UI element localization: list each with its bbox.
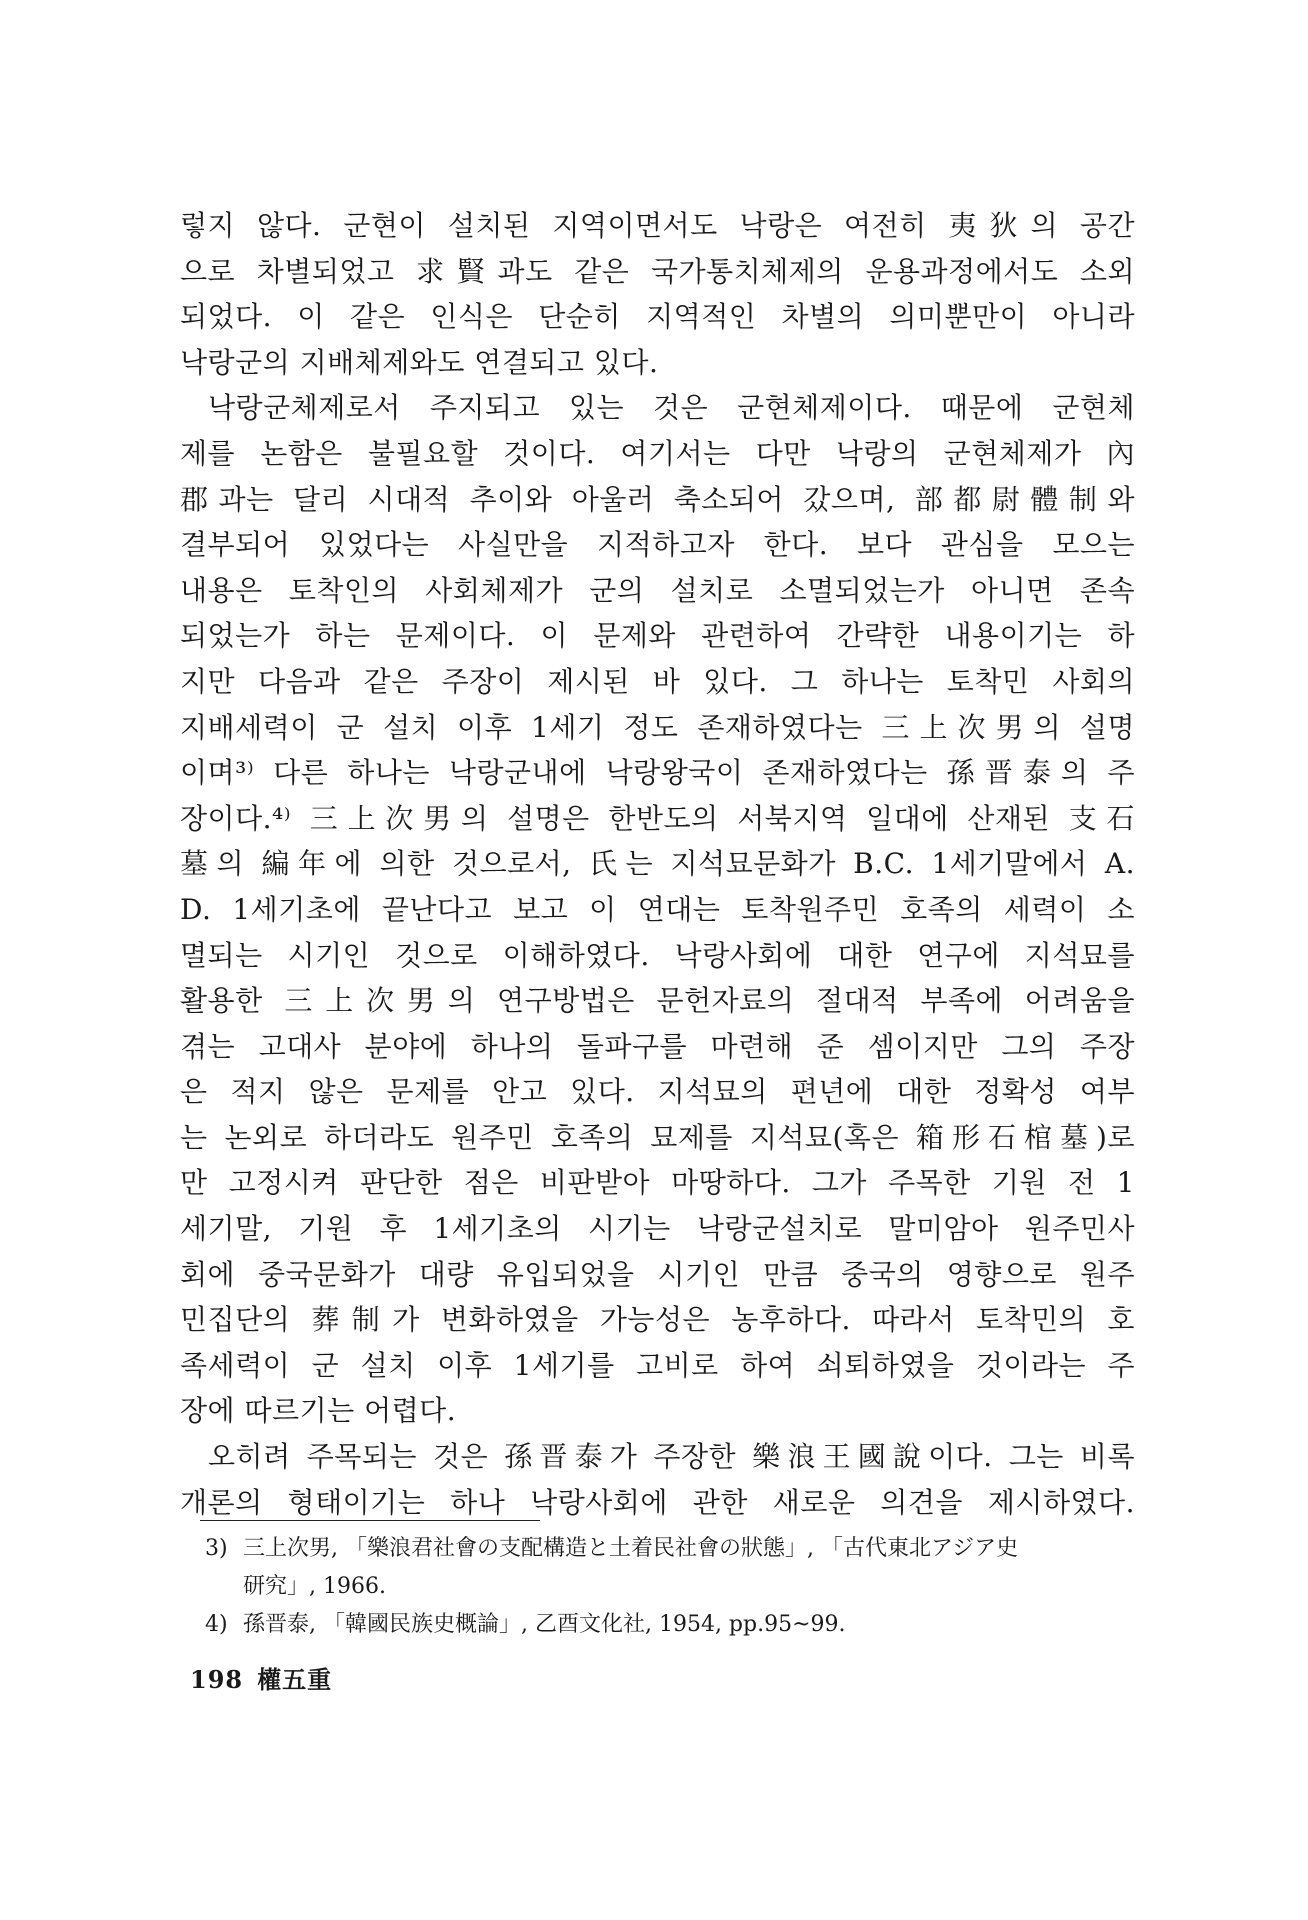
text-line: 낙랑군의 지배체제와도 연결되고 있다. (180, 345, 659, 379)
text-line: 겪는 고대사 분야에 하나의 돌파구를 마련해 준 셈이지만 그의 주장 (180, 1029, 1135, 1063)
text-line: 되었다. 이 같은 인식은 단순히 지역적인 차별의 의미뿐만이 아니라 (180, 300, 1135, 334)
footnote (205, 1530, 1140, 1568)
footnote-number: 3) (205, 1536, 228, 1561)
text-line: 은 적지 않은 문제를 안고 있다. 지석묘의 편년에 대한 정확성 여부 (180, 1075, 1135, 1109)
text-line: D. 1세기초에 끝난다고 보고 이 연대는 토착원주민 호족의 세력이 소 (180, 892, 1135, 926)
text-line: 墓의 編年에 의한 것으로서, 氏는 지석묘문화가 B.C. 1세기말에서 A. (180, 847, 1135, 881)
page-folio (190, 1660, 346, 1695)
running-author: 權五重 (257, 1665, 333, 1694)
footnote-text: 三上次男, 「樂浪君社會の支配構造と土着民社會の狀態」, 「古代東北アジア史 (243, 1536, 1019, 1561)
text-line: 멸되는 시기인 것으로 이해하였다. 낙랑사회에 대한 연구에 지석묘를 (180, 938, 1135, 972)
text-line: 세기말, 기원 후 1세기초의 시기는 낙랑군설치로 말미암아 원주민사 (180, 1212, 1135, 1246)
text-line: 낙랑군체제로서 주지되고 있는 것은 군현체제이다. 때문에 군현체 (208, 391, 1135, 425)
footnote (205, 1606, 1140, 1644)
footnote-number: 4) (205, 1612, 228, 1637)
text-line: 되었는가 하는 문제이다. 이 문제와 관련하여 간략한 내용이기는 하 (180, 619, 1135, 653)
text-line: 활용한 三上次男의 연구방법은 문헌자료의 절대적 부족에 어려움을 (180, 984, 1135, 1018)
text-line: 민집단의 葬制가 변화하였을 가능성은 농후하다. 따라서 토착민의 호 (180, 1303, 1135, 1337)
text-line: 족세력이 군 설치 이후 1세기를 고비로 하여 쇠퇴하였을 것이라는 주 (180, 1348, 1135, 1382)
text-line: 郡과는 달리 시대적 추이와 아울러 축소되어 갔으며, 部都尉體制와 (180, 482, 1135, 516)
text-line: 렇지 않다. 군현이 설치된 지역이면서도 낙랑은 여전히 夷狄의 공간 (180, 209, 1135, 242)
text-line: 내용은 토착인의 사회체제가 군의 설치로 소멸되었는가 아니면 존속 (180, 573, 1135, 607)
text-line: 제를 논함은 불필요할 것이다. 여기서는 다만 낙랑의 군현체제가 內 (180, 436, 1135, 470)
text-line: 장에 따르기는 어렵다. (180, 1394, 457, 1428)
page-number: 198 (190, 1665, 244, 1694)
footnote-text: 孫晋泰, 「韓國民族史概論」, 乙酉文化社, 1954, pp.95~99. (243, 1612, 846, 1637)
text-line: 으로 차별되었고 求賢과도 같은 국가통치체제의 운용과정에서도 소외 (180, 254, 1135, 288)
footnotes (205, 1530, 1140, 1644)
text-line: 지만 다음과 같은 주장이 제시된 바 있다. 그 하나는 토착민 사회의 (180, 664, 1135, 698)
text-line: 장이다.⁴⁾ 三上次男의 설명은 한반도의 서북지역 일대에 산재된 支石 (180, 801, 1135, 835)
text-line: 개론의 형태이기는 하나 낙랑사회에 관한 새로운 의견을 제시하였다. (180, 1485, 1135, 1519)
text-line: 만 고정시켜 판단한 점은 비판받아 마땅하다. 그가 주목한 기원 전 1 (180, 1166, 1135, 1200)
text-line: 회에 중국문화가 대량 유입되었을 시기인 만큼 중국의 영향으로 원주 (180, 1257, 1135, 1291)
text-line: 결부되어 있었다는 사실만을 지적하고자 한다. 보다 관심을 모으는 (180, 528, 1135, 562)
text-line: 오히려 주목되는 것은 孫晋泰가 주장한 樂浪王國說이다. 그는 비록 (208, 1440, 1135, 1474)
body-text (180, 203, 1135, 1525)
text-line: 이며³⁾ 다른 하나는 낙랑군내에 낙랑왕국이 존재하였다는 孫晋泰의 주 (180, 756, 1135, 790)
footnote-divider (200, 1520, 540, 1521)
text-line: 는 논외로 하더라도 원주민 호족의 묘제를 지석묘(혹은 箱形石棺墓)로 (180, 1120, 1135, 1154)
text-line: 지배세력이 군 설치 이후 1세기 정도 존재하였다는 三上次男의 설명 (180, 710, 1135, 744)
footnote-text-continued: 研究」, 1966. (243, 1574, 386, 1599)
